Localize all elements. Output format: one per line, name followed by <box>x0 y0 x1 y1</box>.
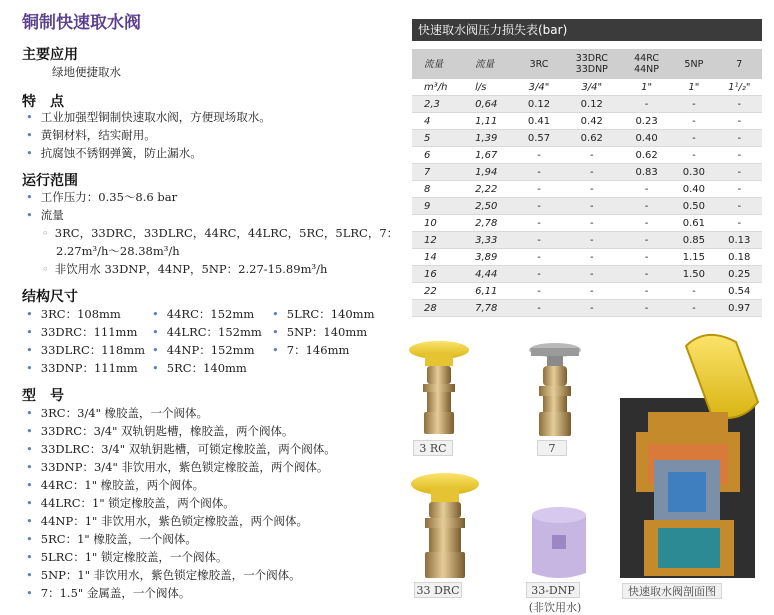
bullet-icon: • <box>26 478 33 492</box>
list-item: • 44LRC：152mm <box>152 325 262 339</box>
table-cell: - <box>671 283 716 300</box>
table-cell: - <box>562 181 622 198</box>
table-cell: - <box>717 164 762 181</box>
table-cell: 2,50 <box>471 198 516 215</box>
table-cell: 0.61 <box>671 215 716 232</box>
table-unit-cell: 1" <box>622 79 671 96</box>
list-item: • 工作压力：0.35～8.6 bar <box>26 190 178 204</box>
table-row <box>412 113 762 130</box>
table-row <box>412 164 762 181</box>
list-item: • 黄铜材料，结实耐用。 <box>26 128 156 142</box>
list-item: • 33DLRC：118mm <box>26 343 146 357</box>
list-item: • 44NP：152mm <box>152 343 255 357</box>
table-cell: 0.85 <box>671 232 716 249</box>
table-cell: 0.57 <box>516 130 561 147</box>
table-cell: 0.54 <box>717 283 762 300</box>
table-cell: - <box>562 232 622 249</box>
table-cell: - <box>622 215 671 232</box>
sub-bullet-icon: ◦ <box>42 226 49 240</box>
table-cell: - <box>717 198 762 215</box>
table-cell: - <box>622 266 671 283</box>
table-row <box>412 130 762 147</box>
product-7-image <box>525 340 585 438</box>
table-cell: 5 <box>412 130 471 147</box>
list-item: ◦ 非饮用水 33DNP，44NP，5NP：2.27-15.89m³/h <box>42 262 328 276</box>
list-item: • 7：146mm <box>272 343 350 357</box>
table-cell: 0.40 <box>622 130 671 147</box>
table-cell: 28 <box>412 300 471 317</box>
table-unit-cell: l/s <box>471 79 516 96</box>
list-item: • 33DNP：3/4" 非饮用水，紫色锁定橡胶盖，两个阀体。 <box>26 460 329 474</box>
cutaway-image <box>620 332 770 582</box>
bullet-icon: • <box>26 146 33 160</box>
table-cell: 1,39 <box>471 130 516 147</box>
bullet-icon: • <box>26 496 33 510</box>
table-cell: 7,78 <box>471 300 516 317</box>
bullet-icon: • <box>26 190 33 204</box>
table-cell: 2,78 <box>471 215 516 232</box>
table-cell: 0.13 <box>717 232 762 249</box>
bullet-icon: • <box>26 208 33 222</box>
table-cell: 0.18 <box>717 249 762 266</box>
table-cell: - <box>717 181 762 198</box>
table-unit-cell: 1¹/₂" <box>717 79 762 96</box>
table-cell: - <box>516 266 561 283</box>
table-unit-cell: m³/h <box>412 79 471 96</box>
sub-bullet-icon: ◦ <box>42 262 49 276</box>
models-list <box>26 404 336 602</box>
table-cell: - <box>516 249 561 266</box>
dimensions-col-3 <box>272 305 374 359</box>
table-header-cell: 流量 <box>412 49 471 79</box>
operating-heading: 运行范围 <box>22 173 78 189</box>
bullet-icon: • <box>272 325 279 339</box>
table-cell: - <box>717 96 762 113</box>
table-cell: - <box>516 300 561 317</box>
table-cell: - <box>717 130 762 147</box>
list-item: 2.27m³/h～28.38m³/h <box>56 244 180 258</box>
table-cell: - <box>516 181 561 198</box>
table-row <box>412 249 762 266</box>
list-item: ◦ 3RC，33DRC，33DLRC，44RC，44LRC，5RC，5LRC，7： <box>42 226 399 240</box>
bullet-icon: • <box>272 307 279 321</box>
table-cell: - <box>671 96 716 113</box>
table-cell: 2,3 <box>412 96 471 113</box>
bullet-icon: • <box>26 568 33 582</box>
table-cell: - <box>622 232 671 249</box>
list-item: • 44LRC：1" 锁定橡胶盖，两个阀体。 <box>26 496 235 510</box>
bullet-icon: • <box>152 361 159 375</box>
table-row <box>412 283 762 300</box>
bullet-icon: • <box>26 442 33 456</box>
bullet-icon: • <box>26 406 33 420</box>
table-cell: 0,64 <box>471 96 516 113</box>
table-cell: - <box>562 300 622 317</box>
table-header-cell: 流量 <box>471 49 516 79</box>
table-cell: - <box>622 96 671 113</box>
table-unit-cell: 3/4" <box>516 79 561 96</box>
list-item: • 流量 <box>26 208 64 222</box>
table-cell: - <box>562 147 622 164</box>
table-cell: - <box>516 198 561 215</box>
list-item: • 5NP：140mm <box>272 325 368 339</box>
bullet-icon: • <box>26 460 33 474</box>
bullet-icon: • <box>272 343 279 357</box>
dimensions-heading: 结构尺寸 <box>22 289 78 305</box>
table-cell: - <box>717 215 762 232</box>
table-cell: - <box>516 283 561 300</box>
product-33dnp-image <box>528 505 590 580</box>
bullet-icon: • <box>26 550 33 564</box>
list-item: • 5LRC：1" 锁定橡胶盖，一个阀体。 <box>26 550 228 564</box>
table-cell: 9 <box>412 198 471 215</box>
bullet-icon: • <box>152 325 159 339</box>
table-cell: 0.42 <box>562 113 622 130</box>
list-item: • 5NP：1" 非饮用水，紫色锁定橡胶盖，一个阀体。 <box>26 568 301 582</box>
table-cell: 8 <box>412 181 471 198</box>
table-header-cell: 33DRC 33DNP <box>562 49 622 79</box>
table-cell: 0.62 <box>562 130 622 147</box>
caption-33dnp-note: (非饮用水) <box>528 601 582 614</box>
table-header-cell: 3RC <box>516 49 561 79</box>
table-cell: - <box>671 300 716 317</box>
features-heading: 特 点 <box>22 94 64 110</box>
table-cell: 0.41 <box>516 113 561 130</box>
table-row <box>412 232 762 249</box>
bullet-icon: • <box>26 325 33 339</box>
table-cell: 0.12 <box>562 96 622 113</box>
list-item: • 3RC：108mm <box>26 307 121 321</box>
table-cell: 22 <box>412 283 471 300</box>
table-cell: 0.25 <box>717 266 762 283</box>
table-row <box>412 198 762 215</box>
table-cell: - <box>516 164 561 181</box>
table-cell: 1.50 <box>671 266 716 283</box>
caption-3rc: 3 RC <box>413 440 453 456</box>
table-cell: - <box>562 198 622 215</box>
table-cell: 0.23 <box>622 113 671 130</box>
table-cell: - <box>562 266 622 283</box>
product-33drc-image <box>405 470 481 580</box>
table-cell: - <box>622 198 671 215</box>
table-cell: - <box>562 249 622 266</box>
table-cell: - <box>622 249 671 266</box>
bullet-icon: • <box>26 307 33 321</box>
table-cell: - <box>717 113 762 130</box>
table-cell: 0.12 <box>516 96 561 113</box>
table-cell: 4,44 <box>471 266 516 283</box>
table-cell: - <box>622 181 671 198</box>
table-cell: - <box>622 300 671 317</box>
table-unit-row <box>412 79 762 96</box>
table-cell: 0.50 <box>671 198 716 215</box>
bullet-icon: • <box>26 532 33 546</box>
table-header-cell: 44RC 44NP <box>622 49 671 79</box>
list-item: • 工业加强型铜制快速取水阀，方便现场取水。 <box>26 110 271 124</box>
operating-list <box>26 188 398 278</box>
bullet-icon: • <box>26 343 33 357</box>
caption-7: 7 <box>537 440 567 456</box>
table-cell: 0.30 <box>671 164 716 181</box>
dimensions-col-2 <box>152 305 262 377</box>
applications-heading: 主要应用 <box>22 47 78 63</box>
table-row <box>412 96 762 113</box>
bullet-icon: • <box>26 586 33 600</box>
table-cell: 1,94 <box>471 164 516 181</box>
table-row <box>412 215 762 232</box>
list-item: • 33DLRC：3/4" 双轨钥匙槽，可锁定橡胶盖，两个阀体。 <box>26 442 336 456</box>
caption-33dnp: 33-DNP <box>526 582 580 598</box>
bullet-icon: • <box>26 128 33 142</box>
list-item: • 抗腐蚀不锈钢弹簧，防止漏水。 <box>26 146 202 160</box>
table-cell: 4 <box>412 113 471 130</box>
page-title: 铜制快速取水阀 <box>22 13 141 33</box>
table-header-row <box>412 49 762 79</box>
table-cell: 6,11 <box>471 283 516 300</box>
dimensions-col-1 <box>26 305 145 377</box>
features-list <box>26 108 271 162</box>
table-cell: 0.83 <box>622 164 671 181</box>
caption-33drc: 33 DRC <box>414 582 462 598</box>
table-cell: 2,22 <box>471 181 516 198</box>
bullet-icon: • <box>152 343 159 357</box>
table-cell: - <box>671 147 716 164</box>
table-cell: 1.15 <box>671 249 716 266</box>
table-cell: - <box>516 232 561 249</box>
table-cell: 6 <box>412 147 471 164</box>
caption-cutaway: 快速取水阀剖面图 <box>622 583 722 599</box>
table-row <box>412 266 762 283</box>
table-row <box>412 147 762 164</box>
pressure-loss-table <box>412 49 762 317</box>
table-cell: - <box>671 130 716 147</box>
table-cell: 12 <box>412 232 471 249</box>
list-item: • 5LRC：140mm <box>272 307 375 321</box>
table-cell: 3,33 <box>471 232 516 249</box>
table-cell: 14 <box>412 249 471 266</box>
table-row <box>412 300 762 317</box>
bullet-icon: • <box>26 514 33 528</box>
table-cell: - <box>562 215 622 232</box>
list-item: • 44RC：152mm <box>152 307 255 321</box>
table-row <box>412 181 762 198</box>
table-cell: - <box>562 283 622 300</box>
table-cell: - <box>622 283 671 300</box>
table-cell: 10 <box>412 215 471 232</box>
table-cell: - <box>516 147 561 164</box>
bullet-icon: • <box>26 361 33 375</box>
table-unit-cell: 3/4" <box>562 79 622 96</box>
table-cell: 1,67 <box>471 147 516 164</box>
list-item: • 7：1.5" 金属盖，一个阀体。 <box>26 586 191 600</box>
table-cell: - <box>671 113 716 130</box>
list-item: • 3RC：3/4" 橡胶盖，一个阀体。 <box>26 406 209 420</box>
list-item: • 33DRC：3/4" 双轨钥匙槽，橡胶盖，两个阀体。 <box>26 424 294 438</box>
bullet-icon: • <box>26 110 33 124</box>
table-cell: 16 <box>412 266 471 283</box>
table-cell: 0.62 <box>622 147 671 164</box>
table-header-cell: 7 <box>717 49 762 79</box>
table-cell: 7 <box>412 164 471 181</box>
table-cell: 3,89 <box>471 249 516 266</box>
bullet-icon: • <box>26 424 33 438</box>
table-header-cell: 5NP <box>671 49 716 79</box>
table-cell: - <box>562 164 622 181</box>
product-3rc-image <box>405 338 471 438</box>
table-cell: - <box>717 147 762 164</box>
list-item: • 44NP：1" 非饮用水，紫色锁定橡胶盖，两个阀体。 <box>26 514 308 528</box>
list-item: • 44RC：1" 橡胶盖，两个阀体。 <box>26 478 205 492</box>
list-item: • 5RC：140mm <box>152 361 247 375</box>
list-item: • 33DRC：111mm <box>26 325 138 339</box>
table-cell: 0.97 <box>717 300 762 317</box>
table-unit-cell: 1" <box>671 79 716 96</box>
bullet-icon: • <box>152 307 159 321</box>
table-cell: 0.40 <box>671 181 716 198</box>
table-cell: 1,11 <box>471 113 516 130</box>
list-item: • 5RC：1" 橡胶盖，一个阀体。 <box>26 532 197 546</box>
models-heading: 型 号 <box>22 388 64 404</box>
applications-text: 绿地便捷取水 <box>52 65 121 79</box>
table-cell: - <box>516 215 561 232</box>
list-item: • 33DNP：111mm <box>26 361 138 375</box>
table-title: 快速取水阀压力损失表(bar) <box>412 19 762 41</box>
